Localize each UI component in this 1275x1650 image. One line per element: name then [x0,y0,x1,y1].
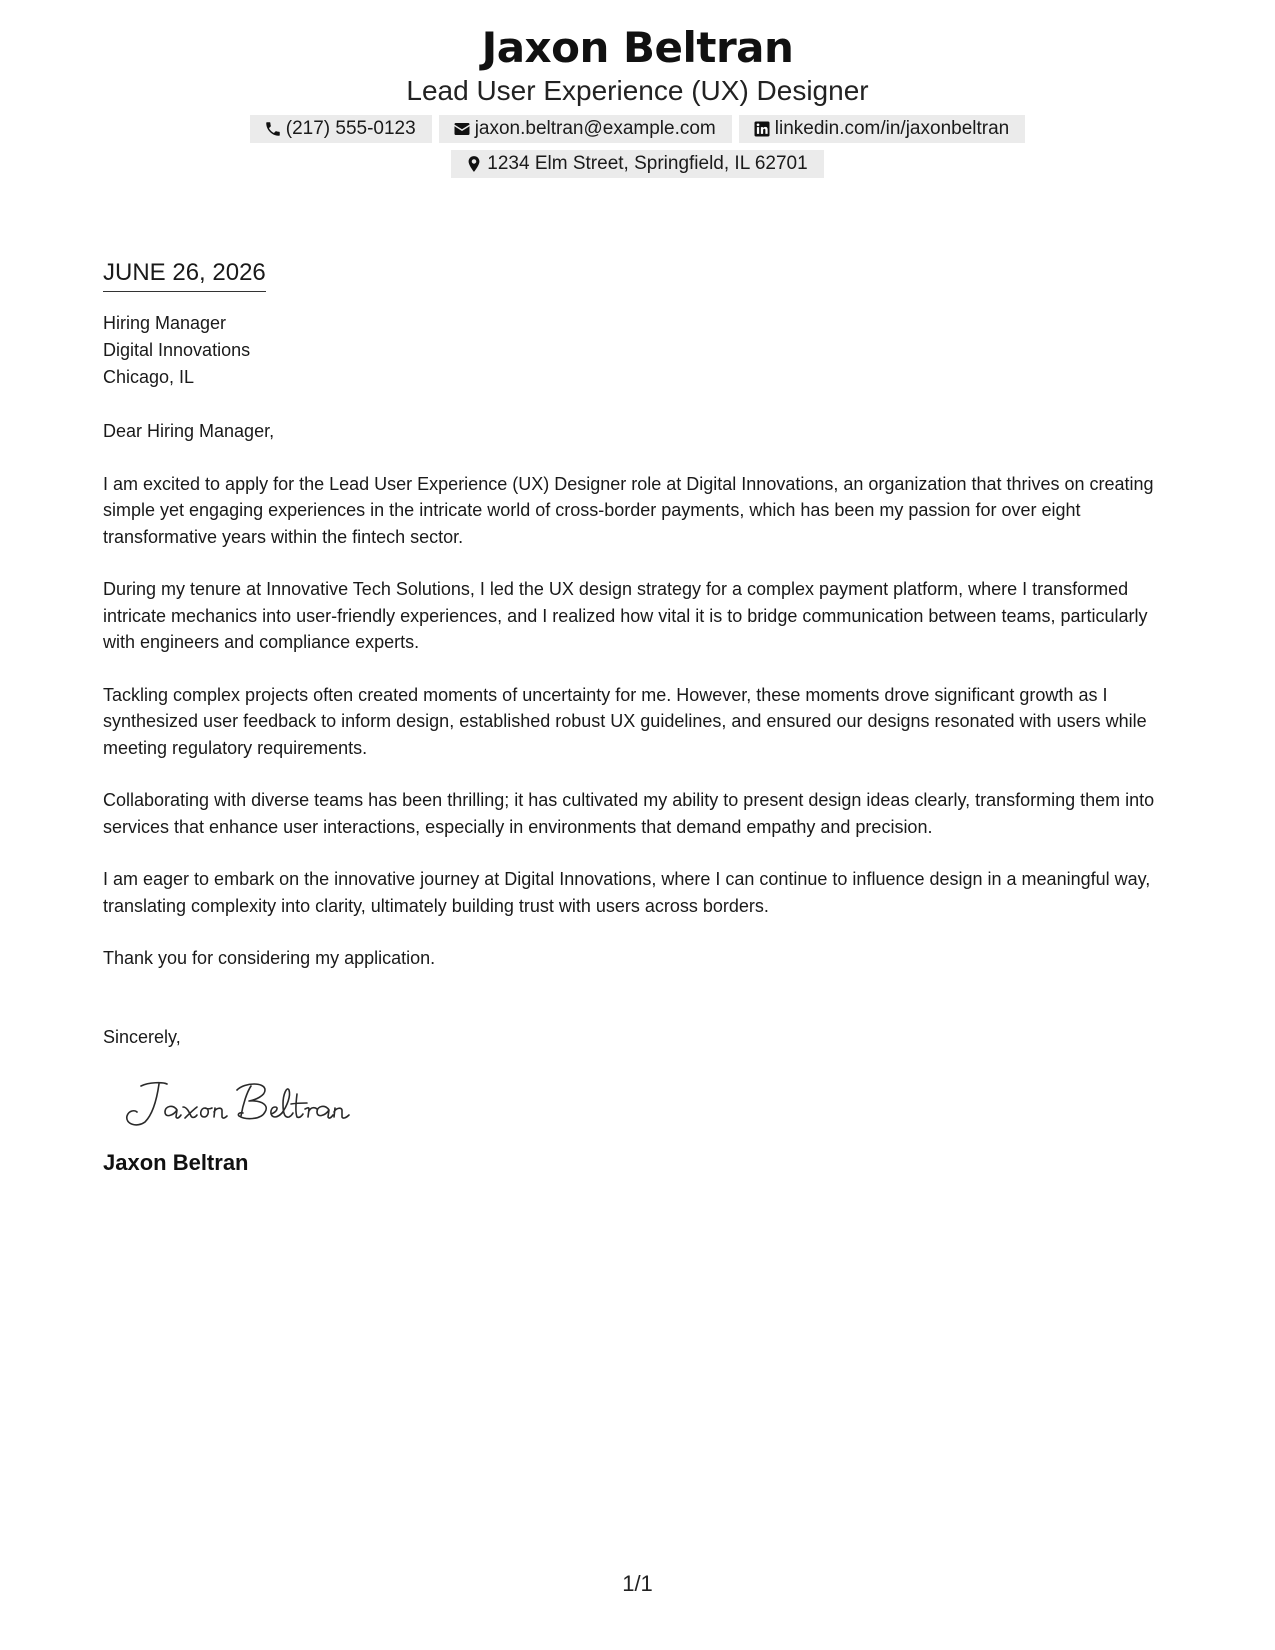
phone-text: (217) 555-0123 [285,118,416,139]
contact-linkedin[interactable] [739,115,1025,143]
handwritten-signature [119,1076,359,1130]
recipient-title: Hiring Manager [103,313,227,333]
body-paragraph-4: Collaborating with diverse teams has been thrilling; it has cultivated my ability to present design ideas clearly, transforming them into services that enhance user interactions, especially in environments that demand empathy and precision. [103,790,1155,837]
body-paragraph-3: Tackling complex projects often created moments of uncertainty for me. However, these moments drove significant growth as I synthesized user feedback to inform design, established robust UX guidelines, and ensured our designs resonated with users while meeting regulatory requirements. [103,684,1147,758]
page-number: 1/1 [622,1571,653,1596]
contact-row-secondary [0,150,1275,178]
salutation: Dear Hiring Manager, [103,421,275,441]
contact-phone[interactable] [250,115,432,143]
linkedin-text: linkedin.com/in/jaxonbeltran [774,118,1010,139]
recipient-location: Chicago, IL [103,367,195,387]
phone-icon [264,120,282,138]
signed-name: Jaxon Beltran [103,1149,249,1175]
contact-row-primary [0,115,1275,143]
body-paragraph-2: During my tenure at Innovative Tech Solutions, I led the UX design strategy for a complex payment platform, where I transformed intricate mechanics into user-friendly experiences, and I realized how vital it is to bridge communication between teams, particularly with engineers and compliance experts. [103,579,1148,652]
linkedin-icon [753,120,771,138]
body-paragraph-5: I am eager to embark on the innovative journey at Digital Innovations, where I can continue to influence design in a meaningful way, translating complexity into clarity, ultimately building trust with users across borders. [103,869,1151,916]
body-paragraph-6: Thank you for considering my application. [103,948,436,968]
email-text: jaxon.beltran@example.com [474,118,716,139]
letter-body [103,258,1178,1177]
envelope-icon [453,120,471,138]
letter-header [0,22,1275,178]
recipient-company: Digital Innovations [103,340,251,360]
contact-address[interactable] [451,150,823,178]
closing: Sincerely, [103,1026,181,1047]
contact-email[interactable] [439,115,732,143]
body-paragraph-1: I am excited to apply for the Lead User Experience (UX) Designer role at Digital Innovations, an organization that thrives on creating simple yet engaging experiences in the intricate world of cross-border payments, which has been my passion for over eight transformative years within the fintech sector. [103,473,1154,547]
recipient-block [103,310,1178,391]
applicant-role: Lead User Experience (UX) Designer [406,75,869,106]
applicant-name: Jaxon Beltran [481,23,794,72]
map-pin-icon [465,155,483,173]
letter-date: JUNE 26, 2026 [103,258,266,292]
address-text: 1234 Elm Street, Springfield, IL 62701 [487,153,808,174]
